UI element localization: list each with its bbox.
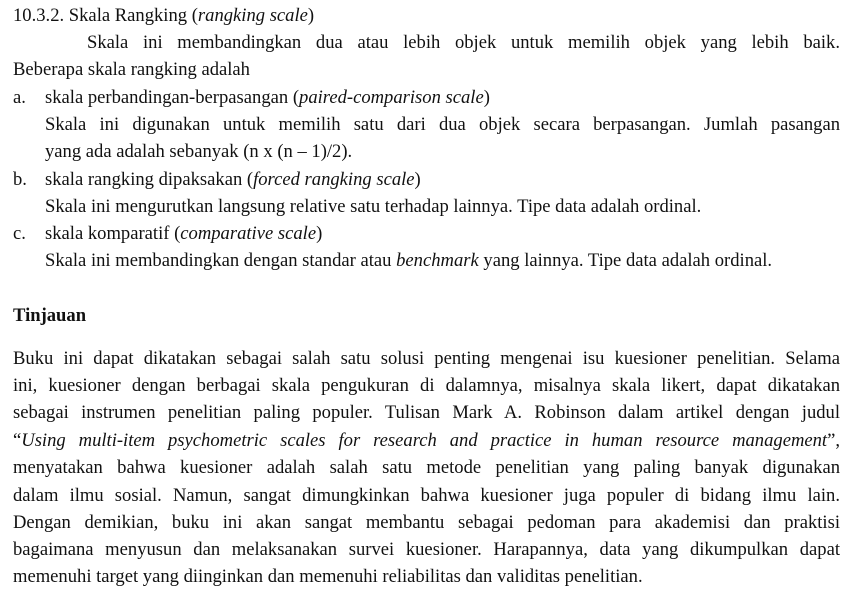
review-line-2: ini, kuesioner dengan berbagai skala pengukuran di dalamnya, misalnya skala likert, dapat dikatakan bbox=[13, 375, 840, 396]
item-c-label-italic: comparative scale bbox=[180, 223, 317, 244]
item-b-label: skala rangking dipaksakan bbox=[45, 169, 243, 190]
review-line-3: sebagai instrumen penelitian paling populer. Tulisan Mark A. Robinson dalam artikel dengan judul bbox=[13, 402, 840, 423]
review-line-5: menyatakan bahwa kuesioner adalah salah satu metode penelitian yang paling banyak digunakan bbox=[13, 457, 840, 478]
list-item-b-label: skala rangking dipaksakan (forced rangking scale) bbox=[45, 169, 421, 190]
review-quote-open: “ bbox=[13, 430, 22, 451]
review-line-6: dalam ilmu sosial. Namun, sangat dimungkinkan bahwa kuesioner juga populer di bidang ilmu lain. bbox=[13, 485, 840, 506]
intro-line-2: Beberapa skala rangking adalah bbox=[13, 59, 250, 80]
item-a-desc-line-1: Skala ini digunakan untuk memilih satu dari dua objek secara berpasangan. Jumlah pasangan bbox=[45, 114, 840, 135]
item-a-desc-line-2: yang ada adalah sebanyak (n x (n – 1)/2). bbox=[45, 141, 353, 162]
item-c-desc-italic: benchmark bbox=[396, 250, 479, 271]
review-heading: Tinjauan bbox=[13, 305, 87, 326]
review-quote-title: Using multi-item psychometric scales for research and practice in human resource management bbox=[21, 430, 828, 451]
list-marker-a: a. bbox=[13, 87, 26, 108]
section-heading: 10.3.2. Skala Rangking (rangking scale) bbox=[13, 5, 315, 26]
review-quote-close: ”, bbox=[827, 430, 840, 451]
list-marker-b: b. bbox=[13, 169, 27, 190]
review-line-9: memenuhi target yang diinginkan dan memenuhi reliabilitas dan validitas penelitian. bbox=[13, 566, 643, 587]
list-item-a-label: skala perbandingan-berpasangan (paired-comparison scale) bbox=[45, 87, 490, 108]
item-c-desc-line-1 bbox=[45, 247, 840, 274]
review-line-7: Dengan demikian, buku ini akan sangat membantu sebagai pedoman para akademisi dan praktisi bbox=[13, 512, 840, 533]
item-c-desc-pre: Skala ini membandingkan dengan standar atau bbox=[45, 250, 392, 271]
review-line-8: bagaimana menyusun dan melaksanakan survei kuesioner. Harapannya, data yang dikumpulkan dapat bbox=[13, 539, 840, 560]
item-a-label: skala perbandingan-berpasangan bbox=[45, 87, 289, 108]
section-title-italic: rangking scale bbox=[197, 5, 308, 26]
section-title: Skala Rangking bbox=[68, 5, 188, 26]
item-b-desc-line-1: Skala ini mengurutkan langsung relative satu terhadap lainnya. Tipe data adalah ordinal. bbox=[45, 196, 702, 217]
review-line-1: Buku ini dapat dikatakan sebagai salah satu solusi penting mengenai isu kuesioner penelitian. Selama bbox=[13, 348, 840, 369]
list-marker-c: c. bbox=[13, 223, 26, 244]
list-item-c-label: skala komparatif (comparative scale) bbox=[45, 223, 323, 244]
review-line-4 bbox=[13, 427, 840, 454]
intro-line-1: Skala ini membandingkan dua atau lebih objek untuk memilih objek yang lebih baik. bbox=[87, 32, 840, 53]
item-c-label: skala komparatif bbox=[45, 223, 170, 244]
section-number: 10.3.2. bbox=[13, 5, 65, 26]
item-b-label-italic: forced rangking scale bbox=[253, 169, 415, 190]
item-a-label-italic: paired-comparison scale bbox=[299, 87, 484, 108]
item-c-desc-post: yang lainnya. Tipe data adalah ordinal. bbox=[483, 250, 773, 271]
